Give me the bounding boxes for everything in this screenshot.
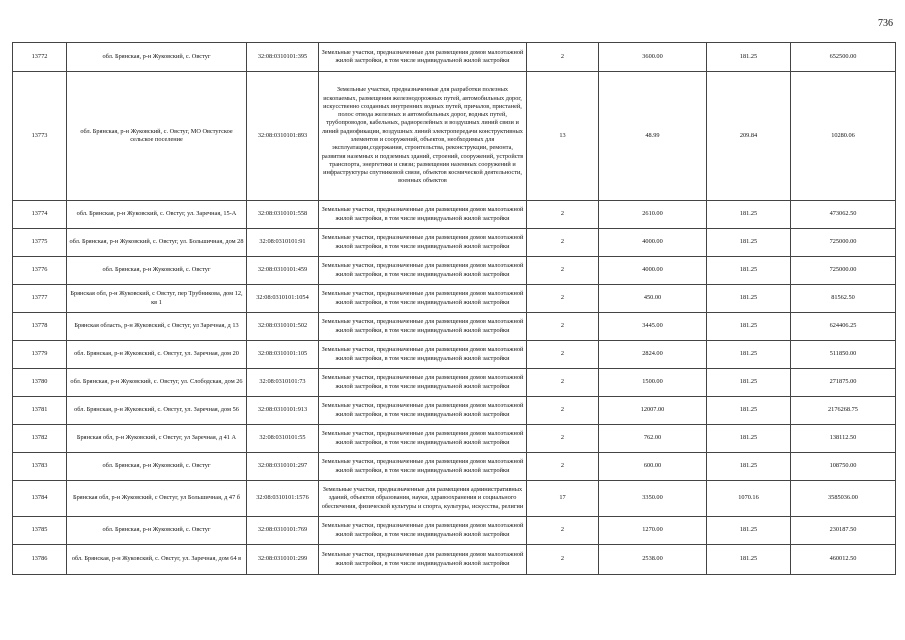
cell-cadastral-number: 32:08:0310101:502 <box>247 313 319 341</box>
cell-address: Брянская обл, р-н Жуковский, с Овстуг, пер Трубникова, дом 12, кв 1 <box>67 285 247 313</box>
cell-cadastral-value: 624406.25 <box>791 313 896 341</box>
cell-record-id: 13777 <box>13 285 67 313</box>
cell-group-code: 2 <box>527 285 599 313</box>
table-row <box>13 257 896 285</box>
table-row <box>13 481 896 517</box>
cell-land-use-description: Земельные участки, предназначенные для размещения домов малоэтажной жилой застройки, в том числе индивидуальной жилой застройки <box>319 453 527 481</box>
table-row <box>13 313 896 341</box>
table-row <box>13 285 896 313</box>
table-row <box>13 72 896 201</box>
cell-group-code: 2 <box>527 229 599 257</box>
cell-record-id: 13778 <box>13 313 67 341</box>
cell-group-code: 2 <box>527 201 599 229</box>
cell-cadastral-number: 32:08:0310101:893 <box>247 72 319 201</box>
cell-group-code: 2 <box>527 453 599 481</box>
cell-area: 1500.00 <box>599 369 707 397</box>
cell-land-use-description: Земельные участки, предназначенные для размещения домов малоэтажной жилой застройки, в том числе индивидуальной жилой застройки <box>319 43 527 72</box>
cell-area: 4000.00 <box>599 257 707 285</box>
cell-cadastral-value: 108750.00 <box>791 453 896 481</box>
cell-area: 2824.00 <box>599 341 707 369</box>
cell-group-code: 2 <box>527 425 599 453</box>
cell-address: обл. Брянская, р-н Жуковский, с. Овстуг, ул. Большичная, дом 28 <box>67 229 247 257</box>
table-row <box>13 517 896 545</box>
cell-rate: 181.25 <box>707 369 791 397</box>
cell-record-id: 13772 <box>13 43 67 72</box>
cell-group-code: 17 <box>527 481 599 517</box>
cell-land-use-description: Земельные участки, предназначенные для размещения домов малоэтажной жилой застройки, в том числе индивидуальной жилой застройки <box>319 201 527 229</box>
cell-area: 600.00 <box>599 453 707 481</box>
table-row <box>13 425 896 453</box>
cell-group-code: 2 <box>527 369 599 397</box>
cell-record-id: 13776 <box>13 257 67 285</box>
cell-rate: 181.25 <box>707 285 791 313</box>
cell-cadastral-number: 32:08:0310101:55 <box>247 425 319 453</box>
cell-area: 4000.00 <box>599 229 707 257</box>
cell-cadastral-value: 725000.00 <box>791 257 896 285</box>
cell-record-id: 13774 <box>13 201 67 229</box>
cell-record-id: 13783 <box>13 453 67 481</box>
table-row <box>13 545 896 575</box>
cell-record-id: 13785 <box>13 517 67 545</box>
cell-rate: 181.25 <box>707 425 791 453</box>
cell-area: 3350.00 <box>599 481 707 517</box>
cell-cadastral-value: 10280.06 <box>791 72 896 201</box>
cell-land-use-description: Земельные участки, предназначенные для размещения домов малоэтажной жилой застройки, в том числе индивидуальной жилой застройки <box>319 369 527 397</box>
cell-group-code: 2 <box>527 257 599 285</box>
cell-cadastral-number: 32:08:0310101:105 <box>247 341 319 369</box>
cell-record-id: 13775 <box>13 229 67 257</box>
cell-group-code: 13 <box>527 72 599 201</box>
cell-group-code: 2 <box>527 341 599 369</box>
cell-record-id: 13784 <box>13 481 67 517</box>
cell-cadastral-number: 32:08:0310101:459 <box>247 257 319 285</box>
cell-address: обл. Брянская, р-н Жуковский, с. Овстуг <box>67 43 247 72</box>
table-row <box>13 453 896 481</box>
cell-cadastral-value: 81562.50 <box>791 285 896 313</box>
cell-address: Брянская обл, р-н Жуковский, с Овстуг, ул Большичная, д 47 б <box>67 481 247 517</box>
cell-rate: 181.25 <box>707 397 791 425</box>
cell-land-use-description: Земельные участки, предназначенные для размещения домов малоэтажной жилой застройки, в том числе индивидуальной жилой застройки <box>319 285 527 313</box>
cell-group-code: 2 <box>527 397 599 425</box>
cell-area: 48.99 <box>599 72 707 201</box>
cell-cadastral-value: 2176268.75 <box>791 397 896 425</box>
cell-cadastral-value: 460012.50 <box>791 545 896 575</box>
cell-address: обл. Брянская, р-н Жуковский, с. Овстуг <box>67 517 247 545</box>
cell-cadastral-number: 32:08:0310101:297 <box>247 453 319 481</box>
table-row <box>13 43 896 72</box>
table-row <box>13 397 896 425</box>
cell-cadastral-value: 511850.00 <box>791 341 896 369</box>
cell-cadastral-value: 230187.50 <box>791 517 896 545</box>
cell-rate: 181.25 <box>707 257 791 285</box>
cell-record-id: 13786 <box>13 545 67 575</box>
cell-rate: 181.25 <box>707 517 791 545</box>
cell-cadastral-number: 32:08:0310101:73 <box>247 369 319 397</box>
cell-cadastral-number: 32:08:0310101:558 <box>247 201 319 229</box>
cell-cadastral-value: 652500.00 <box>791 43 896 72</box>
cell-area: 12007.00 <box>599 397 707 425</box>
cell-land-use-description: Земельные участки, предназначенные для размещения домов малоэтажной жилой застройки, в том числе индивидуальной жилой застройки <box>319 545 527 575</box>
cell-cadastral-number: 32:08:0310101:91 <box>247 229 319 257</box>
cell-group-code: 2 <box>527 43 599 72</box>
cell-cadastral-value: 473062.50 <box>791 201 896 229</box>
cell-record-id: 13780 <box>13 369 67 397</box>
cell-cadastral-number: 32:08:0310101:769 <box>247 517 319 545</box>
cell-rate: 181.25 <box>707 313 791 341</box>
cell-rate: 1070.16 <box>707 481 791 517</box>
cell-land-use-description: Земельные участки, предназначенные для размещения домов малоэтажной жилой застройки, в том числе индивидуальной жилой застройки <box>319 257 527 285</box>
cell-land-use-description: Земельные участки, предназначенные для размещения домов малоэтажной жилой застройки, в том числе индивидуальной жилой застройки <box>319 341 527 369</box>
cell-area: 1270.00 <box>599 517 707 545</box>
cell-rate: 181.25 <box>707 229 791 257</box>
cell-address: обл. Брянская, р-н Жуковский, с. Овстуг, ул. Заречная, дом 64 в <box>67 545 247 575</box>
table-row <box>13 341 896 369</box>
cell-cadastral-number: 32:08:0310101:395 <box>247 43 319 72</box>
cell-group-code: 2 <box>527 545 599 575</box>
cell-area: 2610.00 <box>599 201 707 229</box>
cell-cadastral-number: 32:08:0310101:1054 <box>247 285 319 313</box>
page-number: 736 <box>878 18 893 29</box>
cell-address: обл. Брянская, р-н Жуковский, с. Овстуг, МО Овстугское сельское поселение <box>67 72 247 201</box>
cell-record-id: 13781 <box>13 397 67 425</box>
cell-rate: 181.25 <box>707 341 791 369</box>
table-row <box>13 201 896 229</box>
cell-land-use-description: Земельные участки, предназначенные для размещения домов малоэтажной жилой застройки, в том числе индивидуальной жилой застройки <box>319 425 527 453</box>
cell-cadastral-value: 271875.00 <box>791 369 896 397</box>
cell-land-use-description: Земельные участки, предназначенные для размещения домов малоэтажной жилой застройки, в том числе индивидуальной жилой застройки <box>319 397 527 425</box>
cell-group-code: 2 <box>527 313 599 341</box>
cell-area: 2538.00 <box>599 545 707 575</box>
cell-land-use-description: Земельные участки, предназначенные для размещения домов малоэтажной жилой застройки, в том числе индивидуальной жилой застройки <box>319 313 527 341</box>
cell-address: обл. Брянская, р-н Жуковский, с. Овстуг, ул. Заречная, дом 56 <box>67 397 247 425</box>
cell-record-id: 13782 <box>13 425 67 453</box>
cell-rate: 181.25 <box>707 201 791 229</box>
cell-rate: 209.84 <box>707 72 791 201</box>
cell-cadastral-value: 3585036.00 <box>791 481 896 517</box>
cell-cadastral-value: 138112.50 <box>791 425 896 453</box>
cell-cadastral-number: 32:08:0310101:913 <box>247 397 319 425</box>
table-row <box>13 369 896 397</box>
cell-rate: 181.25 <box>707 43 791 72</box>
land-register-table <box>12 42 896 575</box>
cell-address: обл. Брянская, р-н Жуковский, с. Овстуг, ул. Слободская, дом 26 <box>67 369 247 397</box>
cell-address: обл. Брянская, р-н Жуковский, с. Овстуг <box>67 453 247 481</box>
cell-cadastral-value: 725000.00 <box>791 229 896 257</box>
cell-address: обл. Брянская, р-н Жуковский, с. Овстуг, ул. Заречная, дом 20 <box>67 341 247 369</box>
cell-area: 3445.00 <box>599 313 707 341</box>
cell-land-use-description: Земельные участки, предназначенные для размещения административных зданий, объектов образования, науки, здравоохранения и социального обеспечения, физической культуры и спорта, культуры, искусства, религии <box>319 481 527 517</box>
cell-area: 762.00 <box>599 425 707 453</box>
cell-land-use-description: Земельные участки, предназначенные для размещения домов малоэтажной жилой застройки, в том числе индивидуальной жилой застройки <box>319 229 527 257</box>
cell-area: 450.00 <box>599 285 707 313</box>
cell-land-use-description: Земельные участки, предназначенные для разработки полезных ископаемых, размещения железнодорожных путей, автомобильных дорог, искусственно созданных внутренних водных путей, причалов, пристаней, полос отвода железных и автомобильных дорог, водных путей, трубопроводов, кабельных, радиорелейных и воздушных линий связи и линий радиофикации, воздушных линий электропередачи конструктивных элементов и сооружений, объектов, необходимых для эксплуатации,содержания, строительства, реконструкции, ремонта, развития наземных и подземных зданий, строений, сооружений, устройств транспорта, энергетики и связи; размещения наземных сооружений и инфраструктуры спутниковой связи, объектов космической деятельности, военных объектов <box>319 72 527 201</box>
cell-rate: 181.25 <box>707 545 791 575</box>
cell-cadastral-number: 32:08:0310101:299 <box>247 545 319 575</box>
cell-address: Брянская обл, р-н Жуковский, с Овстуг, ул Заречная, д 41 А <box>67 425 247 453</box>
cell-cadastral-number: 32:08:0310101:1576 <box>247 481 319 517</box>
cell-address: обл. Брянская, р-н Жуковский, с. Овстуг <box>67 257 247 285</box>
cell-land-use-description: Земельные участки, предназначенные для размещения домов малоэтажной жилой застройки, в том числе индивидуальной жилой застройки <box>319 517 527 545</box>
cell-address: обл. Брянская, р-н Жуковский, с. Овстуг, ул. Заречная, 15-А <box>67 201 247 229</box>
cell-record-id: 13779 <box>13 341 67 369</box>
table-row <box>13 229 896 257</box>
cell-rate: 181.25 <box>707 453 791 481</box>
cell-area: 3600.00 <box>599 43 707 72</box>
cell-group-code: 2 <box>527 517 599 545</box>
table-body <box>13 43 896 575</box>
cell-record-id: 13773 <box>13 72 67 201</box>
cell-address: Брянская область, р-н Жуковский, с Овстуг, ул Заречная, д 13 <box>67 313 247 341</box>
